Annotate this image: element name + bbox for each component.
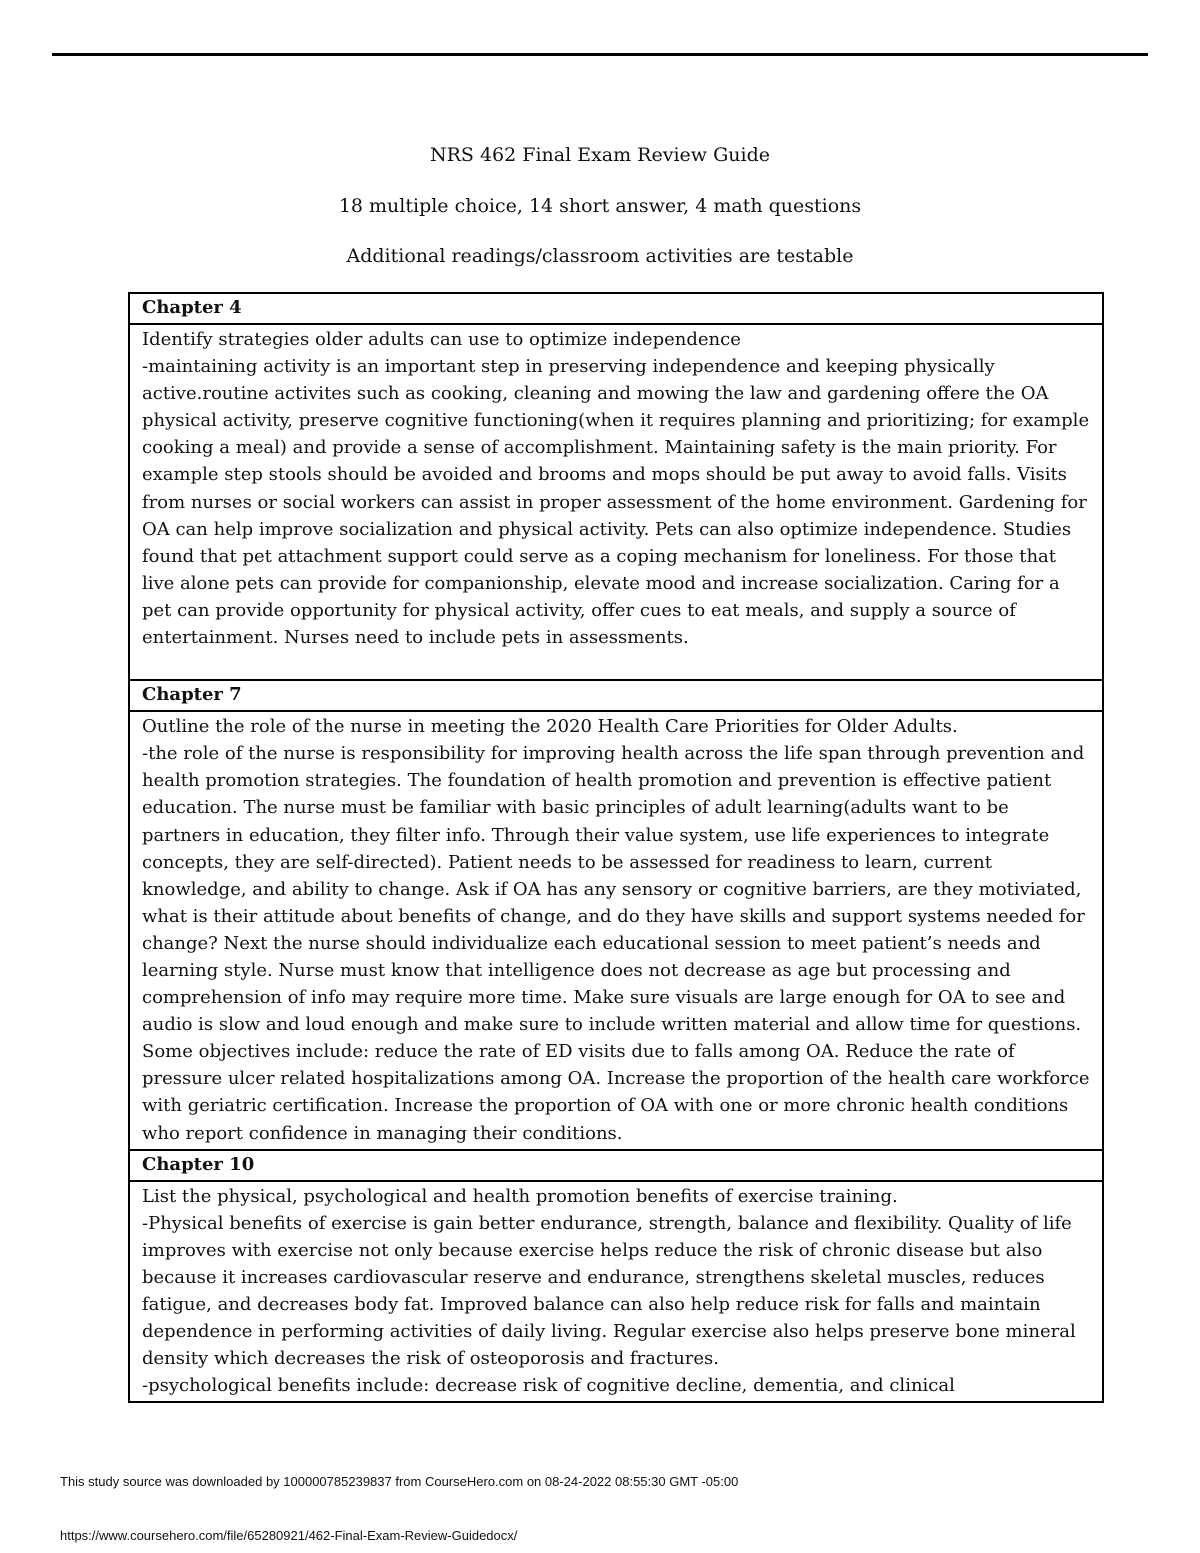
review-table [128, 292, 1104, 1403]
source-url-link[interactable]: https://www.coursehero.com/file/65280921/462-Final-Exam-Review-Guidedocx/ [60, 1528, 518, 1543]
chapter-body-row [129, 324, 1103, 680]
chapter-header-row [129, 680, 1103, 711]
chapter-4-body [129, 324, 1103, 680]
chapter-4-objective: Identify strategies older adults can use to optimize independence [142, 329, 741, 350]
chapter-7-objective: Outline the role of the nurse in meeting the 2020 Health Care Priorities for Older Adults. [142, 716, 958, 738]
chapter-10-header: Chapter 10 [129, 1150, 1103, 1181]
chapter-7-body [129, 711, 1103, 1150]
question-count-line: 18 multiple choice, 14 short answer, 4 math questions [338, 195, 862, 217]
chapter-4-answer: -maintaining activity is an important step in preserving independence and keeping physically active.routine activites such as cooking, cleaning and mowing the law and gardening offere the OA physical activity, preserve cognitive functioning(when it requires planning and prioritizing; for example cooking a meal) and provide a sense of accomplishment. Maintaining safety is the main priority. For example step stools should be avoided and brooms and mops should be put away to avoid falls. Visits from nurses or social workers can assist in proper assessment of the home environment. Gardening for OA can help improve socialization and physical activity. Pets can also optimize independence. Studies found that pet attachment support could serve as a coping mechanism for loneliness. For those that live alone pets can provide for companionship, elevate mood and increase socialization. Caring for a pet can provide opportunity for physical activity, offer cues to eat meals, and supply a source of entertainment. Nurses need to include pets in assessments. [142, 356, 1090, 649]
testable-note: Additional readings/classroom activities are testable [346, 245, 854, 267]
chapter-10-objective: List the physical, psychological and health promotion benefits of exercise training. [142, 1185, 898, 1207]
chapter-7-header: Chapter 7 [129, 680, 1103, 711]
chapter-header-row [129, 1150, 1103, 1181]
chapter-7-objectives-list: Some objectives include: reduce the rate of ED visits due to falls among OA. Reduce the rate of pressure ulcer related hospitalizations among OA. Increase the proportion of the health care workforce with geriatric certification. Increase the proportion of OA with one or more chronic health conditions who report confidence in managing their conditions. [142, 1041, 1090, 1144]
chapter-7-answer: -the role of the nurse is responsibility for improving health across the life span through prevention and health promotion strategies. The foundation of health promotion and prevention is effective patient education. The nurse must be familiar with basic principles of adult learning(adults want to be partners in education, they filter info. Through their value system, use life experiences to integrate concepts, they are self-directed). Patient needs to be assessed for readiness to learn, current knowledge, and ability to change. Ask if OA has any sensory or cognitive barriers, are they motiviated, what is their attitude about benefits of change, and do they have skills and support systems needed for change? Next the nurse should individualize each educational session to meet patient’s needs and learning style. Nurse must know that intelligence does not decrease as age but processing and comprehension of info may require more time. Make sure visuals are large enough for OA to see and audio is slow and loud enough and make sure to include written material and allow time for questions. [142, 743, 1085, 1036]
download-source-note: This study source was downloaded by 100000785239837 from CourseHero.com on 08-24-2022 08:55:30 GMT -05:00 [60, 1474, 739, 1489]
chapter-10-psychological-benefits: -psychological benefits include: decrease risk of cognitive decline, dementia, and clinical [142, 1375, 955, 1397]
document-title: NRS 462 Final Exam Review Guide [429, 144, 770, 166]
chapter-4-header: Chapter 4 [129, 293, 1103, 324]
chapter-body-row [129, 1181, 1103, 1403]
chapter-body-row [129, 711, 1103, 1150]
chapter-10-body [129, 1181, 1103, 1403]
chapter-header-row [129, 293, 1103, 324]
top-rule [52, 53, 1148, 56]
chapter-10-physical-benefits: -Physical benefits of exercise is gain better endurance, strength, balance and flexibility. Quality of life improves with exercise not only because exercise helps reduce the risk of chronic disease but also because it increases cardiovascular reserve and endurance, strengthens skeletal muscles, reduces fatigue, and decreases body fat. Improved balance can also help reduce risk for falls and maintain dependence in performing activities of daily living. Regular exercise also helps preserve bone mineral density which decreases the risk of osteoporosis and fractures. [142, 1212, 1076, 1370]
